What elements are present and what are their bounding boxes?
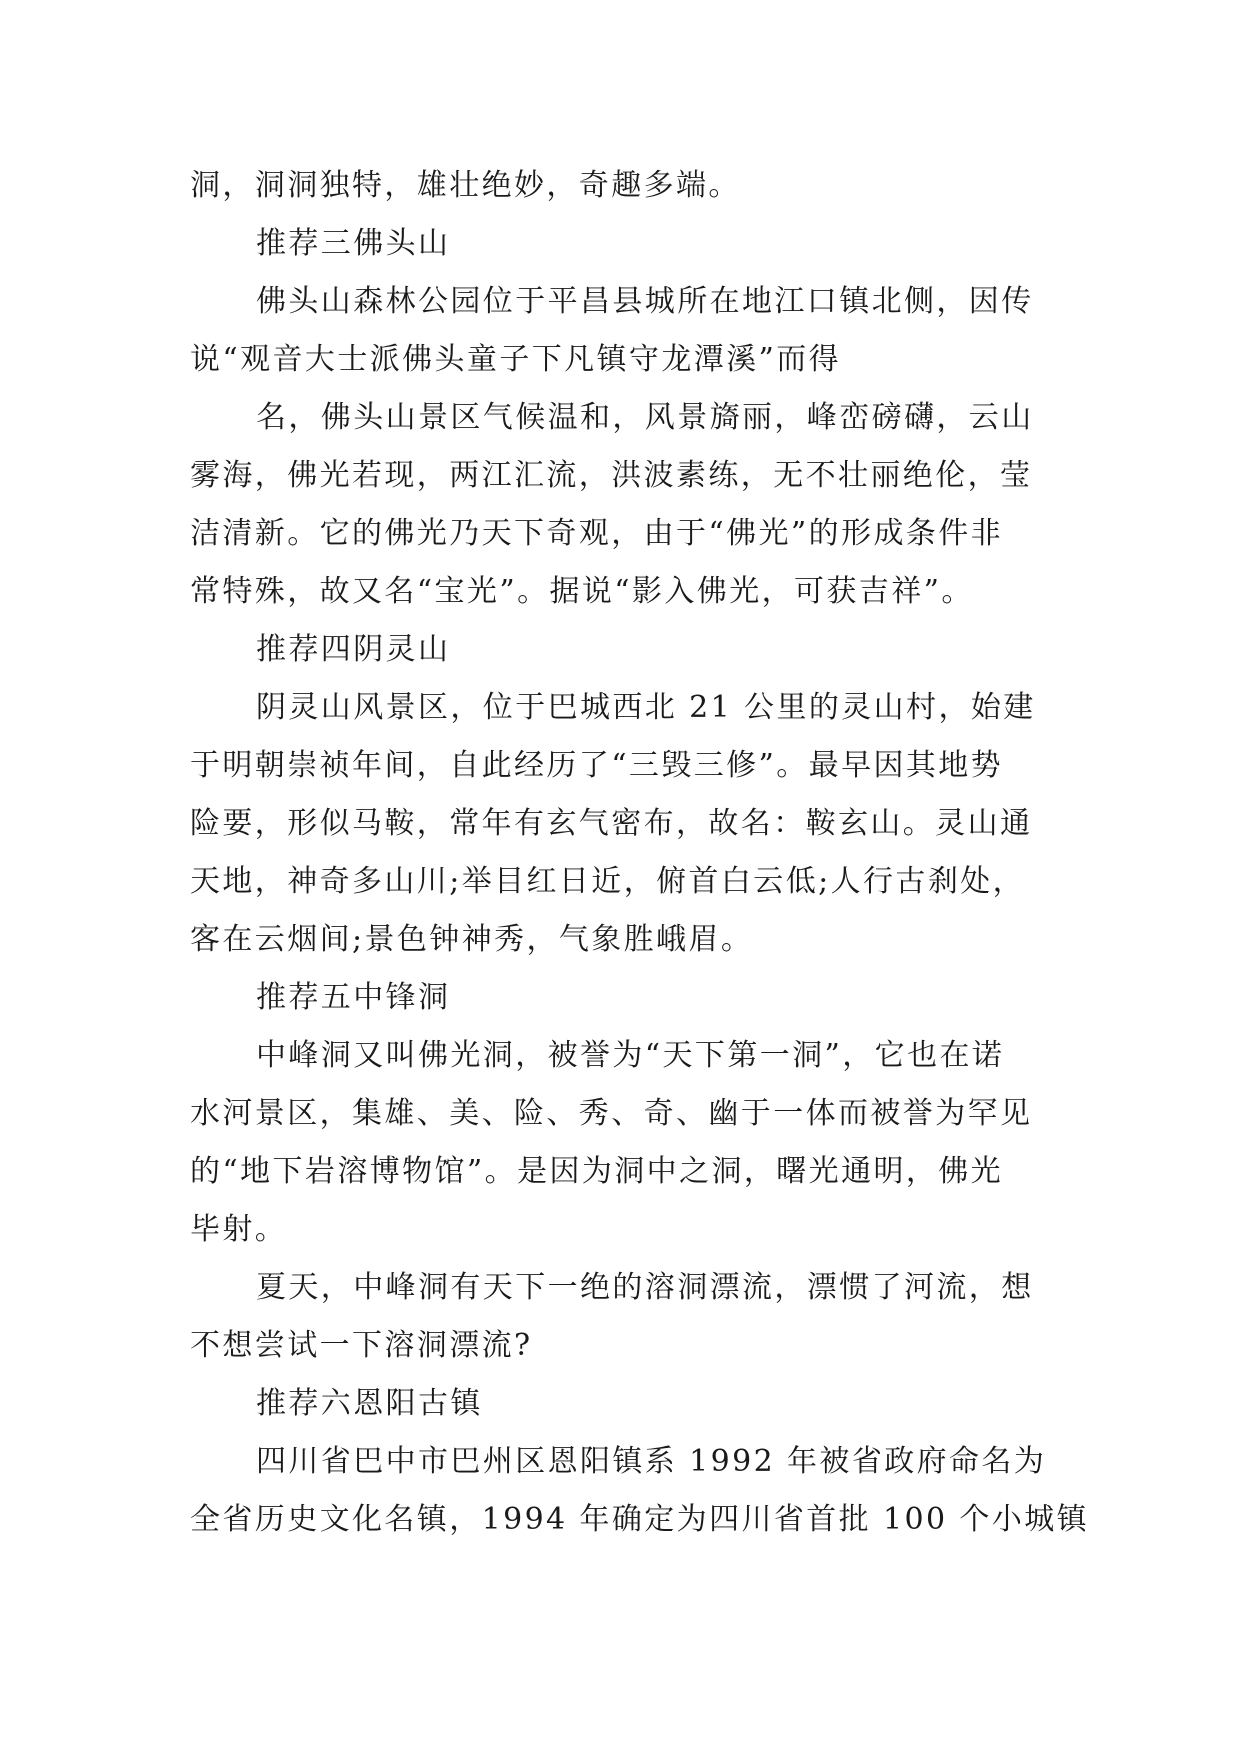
text-line: 全省历史文化名镇，1994 年确定为四川省首批 100 个小城镇 — [190, 1502, 1090, 1537]
text-line: 佛头山森林公园位于平昌县城所在地江口镇北侧，因传 — [256, 284, 1034, 319]
text-line: 雾海，佛光若现，两江汇流，洪波素练，无不壮丽绝伦，莹 — [190, 458, 1033, 493]
text-line: 阴灵山风景区，位于巴城西北 21 公里的灵山村，始建 — [256, 690, 1036, 725]
text-line: 说“观音大士派佛头童子下凡镇守龙潭溪”而得 — [190, 342, 842, 377]
text-line: 毕射。 — [190, 1212, 288, 1247]
text-line: 不想尝试一下溶洞漂流? — [190, 1328, 533, 1363]
text-line: 中峰洞又叫佛光洞，被誉为“天下第一洞”，它也在诺 — [256, 1038, 1005, 1073]
text-line: 水河景区，集雄、美、险、秀、奇、幽于一体而被誉为罕见 — [190, 1096, 1033, 1131]
section-heading: 推荐五中锋洞 — [256, 980, 451, 1015]
text-line: 客在云烟间;景色钟神秀，气象胜峨眉。 — [190, 922, 754, 957]
section-heading: 推荐四阴灵山 — [256, 632, 451, 667]
section-heading: 推荐六恩阳古镇 — [256, 1386, 483, 1421]
text-line: 名，佛头山景区气候温和，风景旖丽，峰峦磅礴，云山 — [256, 400, 1034, 435]
text-line: 天地，神奇多山川;举目红日近，俯首白云低;人行古刹处， — [190, 864, 1026, 899]
text-line: 常特殊，故又名“宝光”。据说“影入佛光，可获吉祥”。 — [190, 574, 974, 609]
text-line: 于明朝崇祯年间，自此经历了“三毁三修”。最早因其地势 — [190, 748, 1004, 783]
text-line: 洁清新。它的佛光乃天下奇观，由于“佛光”的形成条件非 — [190, 516, 1004, 551]
text-line: 四川省巴中市巴州区恩阳镇系 1992 年被省政府命名为 — [256, 1444, 1047, 1479]
text-line: 夏天，中峰洞有天下一绝的溶洞漂流，漂惯了河流，想 — [256, 1270, 1034, 1305]
text-line: 的“地下岩溶博物馆”。是因为洞中之洞，曙光通明，佛光 — [190, 1154, 1004, 1189]
text-line: 险要，形似马鞍，常年有玄气密布，故名：鞍玄山。灵山通 — [190, 806, 1033, 841]
text-line: 洞，洞洞独特，雄壮绝妙，奇趣多端。 — [190, 168, 741, 203]
section-heading: 推荐三佛头山 — [256, 226, 451, 261]
